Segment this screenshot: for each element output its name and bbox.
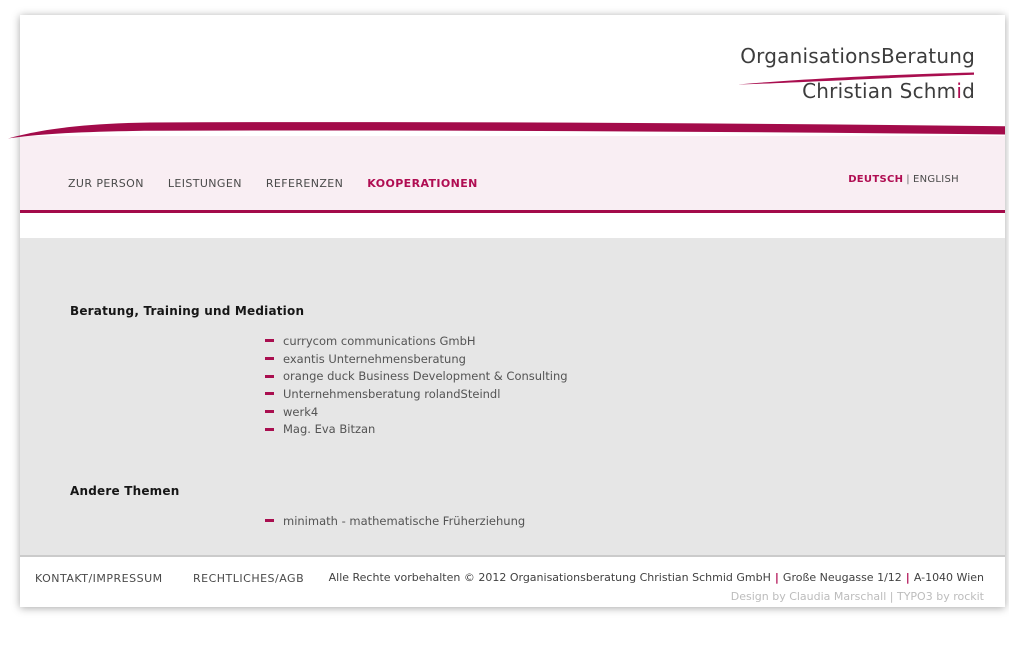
section-heading: Andere Themen	[70, 484, 180, 498]
nav-band	[20, 136, 1005, 213]
lang-english[interactable]: ENGLISH	[912, 174, 959, 185]
dash-bullet-icon	[265, 339, 274, 342]
content-panel	[20, 238, 1005, 557]
site-logo	[740, 45, 975, 102]
copyright-part: Alle Rechte vorbehalten © 2012 Organisationsberatung Christian Schmid GmbH	[328, 571, 771, 584]
partner-link[interactable]: orange duck Business Development & Consulting	[283, 369, 568, 384]
dash-bullet-icon	[265, 410, 274, 413]
dash-bullet-icon	[265, 428, 274, 431]
other-link-list	[265, 512, 525, 530]
logo-subtitle-post: d	[962, 79, 975, 103]
link-item	[265, 367, 568, 385]
copyright-line	[329, 571, 984, 584]
partner-link-list	[265, 332, 568, 438]
section-heading: Beratung, Training und Mediation	[70, 304, 305, 318]
link-item	[265, 403, 568, 421]
logo-subtitle-pre: Christian Schm	[802, 79, 957, 103]
nav-item-leistungen[interactable]: LEISTUNGEN	[167, 177, 242, 190]
partner-link[interactable]: werk4	[283, 404, 319, 419]
lang-separator: |	[906, 174, 910, 185]
copyright-part: Große Neugasse 1/12	[782, 571, 902, 584]
logo-subtitle-accent: i	[956, 79, 963, 103]
footer-link-kontakt-impressum[interactable]: KONTAKT/IMPRESSUM	[35, 572, 163, 585]
nav-item-kooperationen[interactable]: KOOPERATIONEN	[367, 177, 478, 190]
footer-link-rechtliches-agb[interactable]: RECHTLICHES/AGB	[193, 572, 305, 585]
brand-swoosh-icon	[0, 118, 1009, 144]
nav-item-referenzen[interactable]: REFERENZEN	[265, 177, 344, 190]
pipe-separator: |	[905, 571, 910, 584]
partner-link[interactable]: currycom communications GmbH	[283, 333, 476, 348]
dash-bullet-icon	[265, 392, 274, 395]
link-item	[265, 420, 568, 438]
partner-link[interactable]: Mag. Eva Bitzan	[283, 422, 376, 437]
dash-bullet-icon	[265, 519, 274, 522]
logo-title: OrganisationsBeratung	[740, 44, 975, 68]
copyright-part: A-1040 Wien	[913, 571, 984, 584]
design-credit: Design by Claudia Marschall | TYPO3 by rockit	[730, 590, 984, 603]
dash-bullet-icon	[265, 375, 274, 378]
dash-bullet-icon	[265, 357, 274, 360]
pipe-separator: |	[774, 571, 779, 584]
lang-deutsch[interactable]: DEUTSCH	[848, 174, 904, 185]
link-item	[265, 332, 568, 350]
logo-underline-swoosh-icon	[735, 70, 977, 88]
partner-link[interactable]: exantis Unternehmensberatung	[283, 351, 466, 366]
partner-link[interactable]: minimath - mathematische Früherziehung	[283, 513, 526, 528]
language-switch	[848, 174, 959, 185]
link-item	[265, 350, 568, 368]
partner-link[interactable]: Unternehmensberatung rolandSteindl	[283, 386, 501, 401]
link-item	[265, 385, 568, 403]
main-nav	[68, 177, 478, 190]
nav-item-zur-person[interactable]: ZUR PERSON	[68, 177, 144, 190]
page-card	[20, 15, 1005, 607]
link-item	[265, 512, 525, 530]
